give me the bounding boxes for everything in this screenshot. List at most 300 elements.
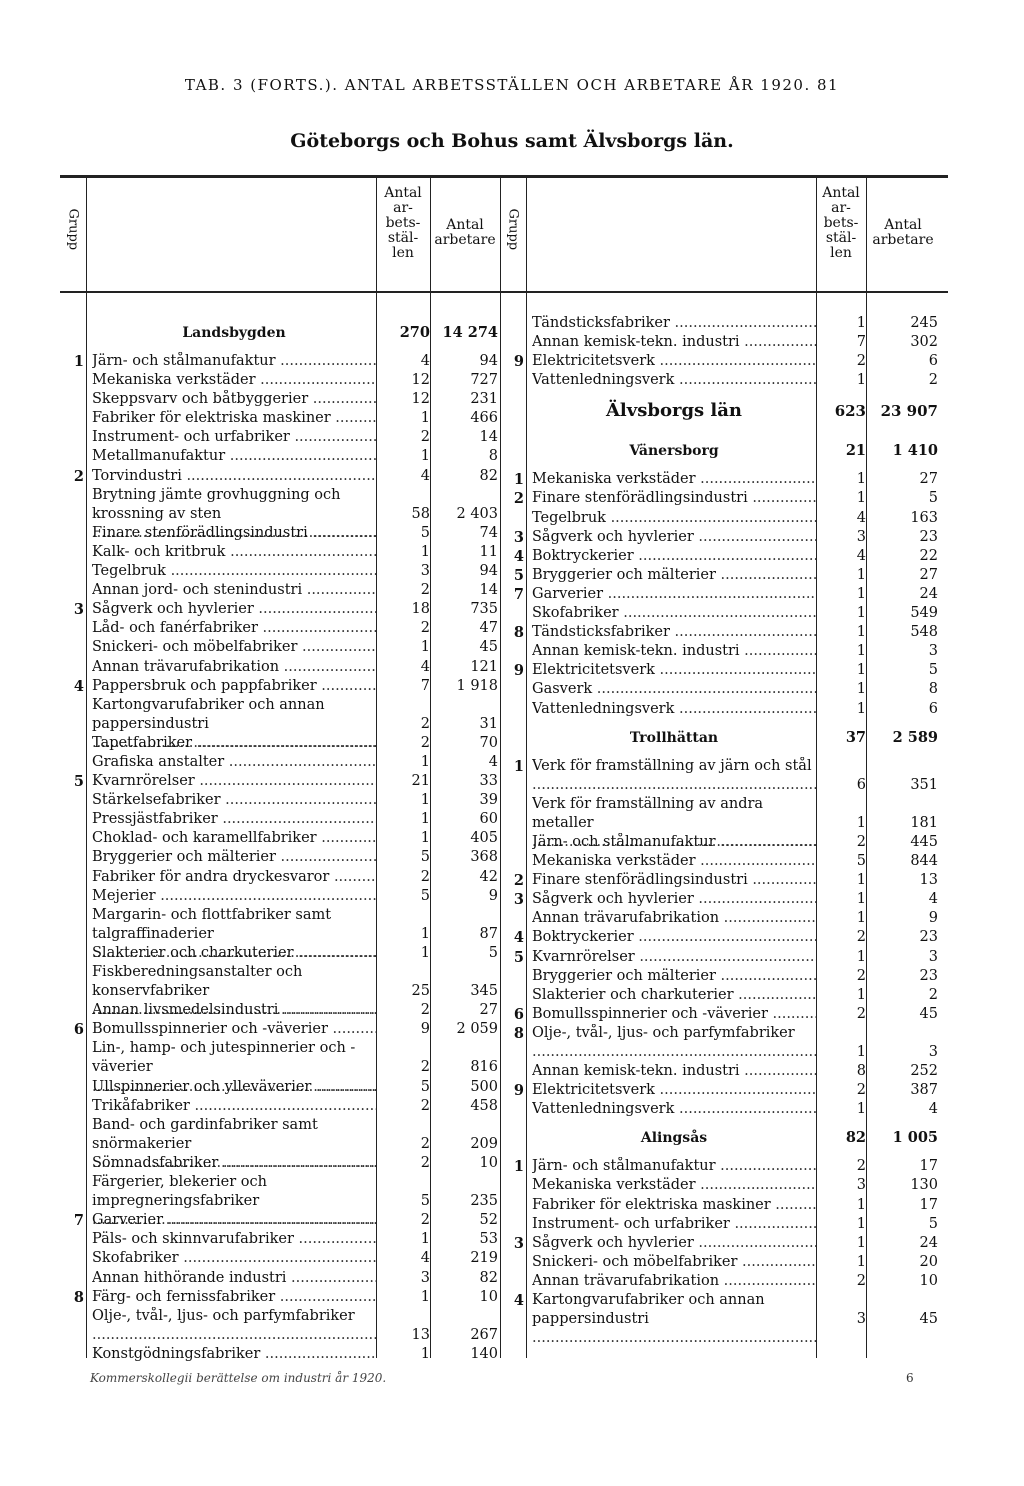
stallen-value: 1: [420, 448, 430, 465]
stallen-value: 7: [420, 677, 430, 694]
arbetare-value: 82: [479, 1269, 498, 1286]
industry-name: [532, 967, 816, 986]
stallen-value: 2: [420, 1097, 430, 1114]
industry-name: [532, 371, 816, 390]
table-row: [0, 1078, 948, 1100]
industry-name-text: Konstgödningsfabriker: [92, 1345, 261, 1362]
stallen-value: 2: [420, 1154, 430, 1171]
arbetare-value: 74: [479, 524, 498, 541]
header-stallen-right: Antal ar- bets- stäl- len: [822, 185, 860, 262]
stallen-value: 1: [420, 1345, 430, 1362]
industry-name-text: Mejerier: [92, 887, 156, 904]
leader-dots: [674, 701, 816, 717]
section-stallen-total: 270: [399, 324, 430, 341]
stallen-value: 4: [420, 1250, 430, 1267]
arbetare-value: 24: [919, 1234, 938, 1251]
stallen-value: 1: [420, 543, 430, 560]
industry-name: [532, 833, 816, 852]
section-arbetare-total: 23 907: [880, 402, 938, 421]
stallen-value: 4: [420, 467, 430, 484]
industry-name-text: Järn- och stålmanufaktur: [532, 1158, 716, 1175]
stallen-value: 18: [411, 601, 430, 618]
table-row: [0, 1345, 500, 1364]
stallen-value: 1: [856, 1253, 866, 1270]
leader-dots: [734, 987, 816, 1003]
source-footnote: Kommerskollegii berättelse om industri år 1920.: [90, 1371, 387, 1385]
arbetare-value: 209: [470, 1135, 498, 1152]
industry-name-text: Järn- och stålmanufaktur: [92, 353, 276, 369]
header-stallen-left: Antal ar- bets- stäl- len: [384, 185, 422, 262]
table-row: [0, 1024, 948, 1062]
industry-name-text: Boktryckerier: [532, 547, 634, 564]
industry-name: [532, 928, 816, 947]
stallen-value: 1: [856, 471, 866, 488]
section-arbetare-total: 1 005: [892, 1129, 938, 1147]
industry-name-text: Fabriker för elektriska maskiner: [92, 410, 331, 427]
table-row: [0, 314, 948, 333]
arbetare-value: 351: [910, 776, 938, 793]
group-number: 3: [513, 1234, 524, 1252]
leader-dots: [635, 949, 816, 965]
group-number: 5: [73, 773, 84, 791]
table-row: [0, 333, 948, 352]
stallen-value: 2: [856, 833, 866, 850]
section-name: Älvsborgs län: [605, 400, 743, 422]
industry-name: [532, 1196, 816, 1215]
leader-dots: [694, 529, 816, 545]
stallen-value: 1: [856, 1215, 866, 1232]
arbetare-value: 231: [470, 391, 498, 408]
industry-name: [532, 1005, 816, 1024]
stallen-value: 2: [856, 1082, 866, 1099]
stallen-value: 1: [856, 1044, 866, 1060]
table-row: [0, 489, 948, 508]
table-row: [0, 1154, 948, 1176]
table-row: [0, 1062, 948, 1081]
stallen-value: 5: [420, 524, 430, 541]
arbetare-value: 14: [479, 429, 498, 446]
arbetare-value: 245: [910, 315, 938, 331]
group-number: 3: [513, 891, 524, 909]
group-number: 7: [73, 1212, 84, 1230]
table-row: [0, 868, 948, 890]
stallen-value: 4: [856, 509, 866, 526]
industry-name: [532, 909, 816, 928]
stallen-value: 1: [856, 814, 866, 831]
arbetare-value: 3: [928, 948, 938, 965]
arbetare-value: 10: [479, 1154, 498, 1171]
arbetare-value: 27: [919, 471, 938, 488]
stallen-value: 1: [420, 925, 430, 942]
arbetare-value: 31: [479, 715, 498, 732]
arbetare-value: 47: [479, 620, 498, 637]
arbetare-value: 27: [479, 1002, 498, 1019]
stallen-value: 5: [420, 1193, 430, 1210]
table-row: [0, 928, 948, 947]
stallen-value: 2: [420, 734, 430, 751]
arbetare-value: 235: [470, 1193, 498, 1210]
arbetare-value: 1 918: [456, 677, 498, 694]
arbetare-value: 2: [928, 372, 938, 389]
industry-name: [532, 1215, 816, 1234]
stallen-value: 12: [411, 372, 430, 389]
section-header-row: [0, 432, 948, 470]
industry-name-text: Tegelbruk: [92, 563, 166, 580]
arbetare-value: 4: [928, 1101, 938, 1118]
arbetare-value: 140: [470, 1345, 498, 1362]
industry-name-text: Päls- och skinnvarufabriker: [92, 1231, 294, 1248]
stallen-value: 58: [411, 505, 430, 522]
stallen-value: 3: [856, 1311, 866, 1328]
industry-name-text: Ullspinnerier och ylleväverier: [92, 1078, 312, 1095]
stallen-value: 25: [411, 983, 430, 1000]
table-row: [0, 528, 948, 547]
table-row: [0, 887, 948, 909]
leader-dots: [716, 968, 816, 984]
industry-name-text: Fiskberedningsanstalter och konservfabriker: [92, 964, 303, 1000]
leader-dots: [670, 624, 816, 640]
arbetare-value: 8: [928, 681, 938, 698]
section-stallen-total: 82: [845, 1129, 866, 1147]
industry-name-text: Elektricitetsverk: [532, 1082, 655, 1099]
industry-name-text: Olje-, tvål-, ljus- och parfymfabriker: [92, 1307, 355, 1324]
group-number: 7: [513, 585, 524, 603]
industry-name-text: Annan kemisk-tekn. industri: [532, 1063, 740, 1080]
industry-name: [532, 1253, 816, 1272]
stallen-value: 2: [856, 1158, 866, 1175]
stallen-value: 2: [420, 1212, 430, 1229]
arbetare-value: 405: [470, 830, 498, 847]
stallen-value: 1: [856, 643, 866, 660]
table-row: [0, 642, 948, 661]
arbetare-value: 23: [919, 929, 938, 946]
leader-dots: [532, 1044, 816, 1060]
industry-name: [532, 489, 816, 508]
table-header-rule: [60, 291, 948, 293]
industry-name-text: Låd- och fanérfabriker: [92, 620, 258, 637]
leader-dots: [768, 1006, 816, 1022]
stallen-value: 1: [856, 910, 866, 927]
arbetare-value: 27: [919, 566, 938, 583]
industry-name-text: Fabriker för andra dryckesvaror: [92, 868, 330, 885]
stallen-value: 2: [856, 1272, 866, 1289]
right-column: [0, 314, 948, 1329]
leader-dots: [716, 1158, 816, 1174]
industry-name-text: Vattenledningsverk: [532, 1101, 675, 1118]
table-row: [0, 833, 948, 852]
leader-dots: [716, 834, 816, 850]
industry-name: [532, 757, 816, 795]
arbetare-value: 3: [928, 1044, 938, 1060]
stallen-value: 1: [856, 986, 866, 1003]
arbetare-value: 23: [919, 528, 938, 545]
industry-name-text: Boktryckerier: [532, 929, 634, 946]
stallen-value: 1: [420, 1231, 430, 1248]
arbetare-value: 2: [928, 986, 938, 1003]
industry-name-text: Verk för framställning av andra metaller: [532, 795, 764, 831]
table-row: [0, 1196, 948, 1215]
group-number: 1: [513, 471, 524, 489]
arbetare-value: 4: [488, 753, 498, 770]
leader-dots: [771, 1197, 816, 1213]
stallen-value: 2: [420, 620, 430, 637]
stallen-value: 1: [856, 605, 866, 622]
arbetare-value: 267: [470, 1326, 498, 1343]
group-number: 4: [73, 677, 84, 695]
arbetare-value: 302: [910, 334, 938, 351]
industry-name: [532, 566, 816, 585]
industry-name: [532, 547, 816, 566]
arbetare-value: 549: [910, 605, 938, 622]
arbetare-value: 94: [479, 353, 498, 369]
arbetare-value: 87: [479, 925, 498, 942]
industry-name: [532, 700, 816, 719]
industry-name-text: Fabriker för elektriska maskiner: [532, 1196, 771, 1213]
industry-name-text: Instrument- och urfabriker: [532, 1215, 730, 1232]
stallen-value: 1: [856, 681, 866, 698]
stallen-value: 9: [420, 1021, 430, 1038]
arbetare-value: 70: [479, 734, 498, 751]
industry-name-text: Sågverk och hyvlerier: [532, 891, 694, 908]
stallen-value: 3: [420, 1269, 430, 1286]
arbetare-value: 727: [470, 372, 498, 389]
stallen-value: 1: [856, 872, 866, 889]
stallen-value: 1: [856, 891, 866, 908]
section-stallen-total: 623: [834, 402, 866, 421]
leader-dots: [655, 662, 816, 678]
sheet-number: 6: [906, 1371, 914, 1385]
stallen-value: 2: [856, 1005, 866, 1022]
group-number: 5: [513, 948, 524, 966]
group-number: 3: [513, 528, 524, 546]
stallen-value: 1: [856, 662, 866, 679]
arbetare-value: 5: [928, 490, 938, 507]
industry-name-text: Skeppsvarv och båtbyggerier: [92, 391, 309, 408]
industry-name: [532, 642, 816, 661]
arbetare-value: 33: [479, 773, 498, 790]
industry-name: [532, 852, 816, 871]
industry-name-text: Garverier: [532, 585, 604, 602]
leader-dots: [655, 353, 816, 369]
stallen-value: 5: [420, 1078, 430, 1095]
stallen-value: 1: [856, 624, 866, 641]
arbetare-value: 17: [919, 1158, 938, 1175]
industry-name-text: Slakterier och charkuterier: [92, 944, 294, 961]
section-stallen-total: 21: [845, 442, 866, 460]
running-head: TAB. 3 (FORTS.). ANTAL ARBETSSTÄLLEN OCH ARBETARE ÅR 1920. 81: [184, 76, 840, 94]
stallen-value: 12: [411, 391, 430, 408]
industry-name-text: Skofabriker: [92, 1250, 179, 1267]
industry-name-text: Verk för framställning av järn och stål: [532, 757, 812, 774]
industry-name-text: Sömnadsfabriker: [92, 1154, 219, 1171]
industry-name-text: Elektricitetsverk: [532, 353, 655, 370]
arbetare-value: 816: [470, 1059, 498, 1076]
leader-dots: [696, 1177, 816, 1193]
industry-name-text: Bomullsspinnerier och -väverier: [92, 1021, 328, 1038]
section-stallen-total: 37: [845, 728, 866, 746]
arbetare-value: 53: [479, 1231, 498, 1248]
industry-name-text: Snickeri- och möbelfabriker: [532, 1253, 738, 1270]
stallen-value: 1: [856, 566, 866, 583]
group-number: 8: [73, 1288, 84, 1306]
table-row: [0, 677, 948, 699]
table-row: [0, 1234, 948, 1253]
industry-name: [532, 333, 816, 352]
arbetare-value: 130: [910, 1177, 938, 1194]
industry-name-text: Annan kemisk-tekn. industri: [532, 643, 740, 660]
industry-name-text: Finare stenförädlingsindustri: [92, 524, 308, 541]
group-number: 9: [513, 353, 524, 371]
stallen-value: 1: [856, 315, 866, 331]
arbetare-value: 10: [479, 1288, 498, 1305]
table-row: [0, 509, 948, 528]
stallen-value: 1: [856, 1101, 866, 1118]
arbetare-value: 45: [479, 639, 498, 656]
arbetare-value: 42: [479, 868, 498, 885]
arbetare-value: 45: [919, 1005, 938, 1022]
leader-dots: [740, 643, 816, 659]
industry-name-text: Lin-, hamp- och jutespinnerier och -väverier: [92, 1040, 356, 1076]
arbetare-value: 2 059: [456, 1021, 498, 1038]
stallen-value: 4: [420, 353, 430, 369]
table-row: [0, 948, 948, 967]
table-row: [0, 566, 948, 585]
industry-name-text: Bryggerier och mälterier: [92, 849, 276, 866]
section-arbetare-total: 1 410: [892, 442, 938, 460]
industry-name-text: Torvindustri: [92, 467, 182, 484]
industry-name-text: Annan trävarufabrikation: [532, 1272, 720, 1289]
industry-name-text: Järn- och stålmanufaktur: [532, 833, 716, 850]
stallen-value: 1: [856, 490, 866, 507]
table-row: [0, 1269, 948, 1291]
industry-name-text: Choklad- och karamellfabriker: [92, 830, 317, 847]
industry-name-text: Skofabriker: [532, 605, 619, 622]
table-row: [0, 795, 948, 833]
arbetare-value: 11: [479, 543, 498, 560]
stallen-value: 1: [420, 410, 430, 427]
arbetare-value: 82: [479, 467, 498, 484]
group-number: 9: [513, 1082, 524, 1100]
stallen-value: 1: [856, 1234, 866, 1251]
industry-name: [532, 1100, 816, 1119]
leader-dots: [716, 567, 816, 583]
table-row: [0, 371, 948, 390]
industry-name: [532, 1024, 816, 1062]
industry-name-text: Stärkelsefabriker: [92, 792, 221, 809]
industry-name: [532, 314, 816, 333]
arbetare-value: 8: [488, 448, 498, 465]
table-row: [0, 1288, 948, 1329]
industry-name-text: Annan livsmedelsindustri: [92, 1002, 279, 1019]
stallen-value: 1: [856, 1196, 866, 1213]
table-row: [0, 967, 948, 986]
group-number: 4: [513, 929, 524, 947]
leader-dots: [748, 490, 816, 506]
industry-name-text: Snickeri- och möbelfabriker: [92, 639, 298, 656]
stallen-value: 5: [856, 853, 866, 870]
leader-dots: [592, 681, 816, 697]
stallen-value: 1: [420, 811, 430, 828]
arbetare-value: 121: [470, 658, 498, 675]
stallen-value: 21: [411, 773, 430, 790]
industry-name: [532, 604, 816, 623]
stallen-value: 4: [420, 658, 430, 675]
industry-name-text: Annan kemisk-tekn. industri: [532, 334, 740, 351]
arbetare-value: 14: [479, 582, 498, 599]
leader-dots: [260, 1346, 376, 1362]
arbetare-value: 5: [928, 662, 938, 679]
industry-name-text: Tapetfabriker: [92, 734, 193, 751]
arbetare-value: 3: [928, 643, 938, 660]
leader-dots: [719, 1273, 816, 1289]
header-grupp-left: Grupp: [65, 208, 81, 251]
stallen-value: 2: [420, 1059, 430, 1076]
industry-name: [532, 352, 816, 371]
group-number: 9: [513, 662, 524, 680]
arbetare-value: 4: [928, 891, 938, 908]
leader-dots: [606, 510, 816, 526]
industry-name-text: Färg- och fernissfabriker: [92, 1288, 276, 1305]
arbetare-value: 6: [928, 353, 938, 370]
group-number: 4: [513, 547, 524, 565]
arbetare-value: 252: [910, 1063, 938, 1080]
stallen-value: 1: [856, 700, 866, 717]
industry-name: [532, 1081, 816, 1100]
industry-name-text: Brytning jämte grovhuggning och krossning av sten: [92, 486, 341, 522]
leader-dots: [737, 1254, 816, 1270]
stallen-value: 1: [420, 1288, 430, 1305]
industry-name-text: Kartongvarufabriker och annan pappersindustri: [92, 696, 325, 732]
leader-dots: [740, 334, 816, 350]
industry-name-text: Instrument- och urfabriker: [92, 429, 290, 446]
header-arbetare-left: Antal arbetare: [434, 217, 496, 249]
arbetare-value: 466: [470, 410, 498, 427]
industry-name: [532, 1062, 816, 1081]
industry-name-text: Vattenledningsverk: [532, 372, 675, 389]
industry-name-text: Mekaniska verkstäder: [532, 1177, 696, 1194]
leader-dots: [634, 548, 816, 564]
industry-name: [532, 661, 816, 680]
arbetare-value: 20: [919, 1253, 938, 1270]
industry-name-text: Sågverk och hyvlerier: [532, 528, 694, 545]
arbetare-value: 52: [479, 1212, 498, 1229]
section-header-row: [0, 390, 948, 432]
group-number: 1: [73, 353, 84, 370]
stallen-value: 2: [856, 929, 866, 946]
stallen-value: 2: [420, 868, 430, 885]
industry-name: [532, 1234, 816, 1253]
arbetare-value: 368: [470, 849, 498, 866]
industry-name: [532, 1291, 816, 1348]
stallen-value: 5: [420, 887, 430, 904]
industry-name: [532, 623, 816, 642]
group-number: 6: [513, 1005, 524, 1023]
stallen-value: 2: [420, 582, 430, 599]
arbetare-value: 219: [470, 1250, 498, 1267]
table-row: [0, 623, 948, 642]
group-number: 6: [73, 1021, 84, 1039]
table-row: [0, 909, 948, 928]
leader-dots: [696, 853, 816, 869]
leader-dots: [740, 1063, 816, 1079]
stallen-value: 5: [420, 849, 430, 866]
table-row: [0, 604, 948, 623]
arbetare-value: 94: [479, 563, 498, 580]
stallen-value: 2: [420, 429, 430, 446]
leader-dots: [694, 1235, 816, 1251]
arbetare-value: 60: [479, 811, 498, 828]
arbetare-value: 5: [488, 944, 498, 961]
